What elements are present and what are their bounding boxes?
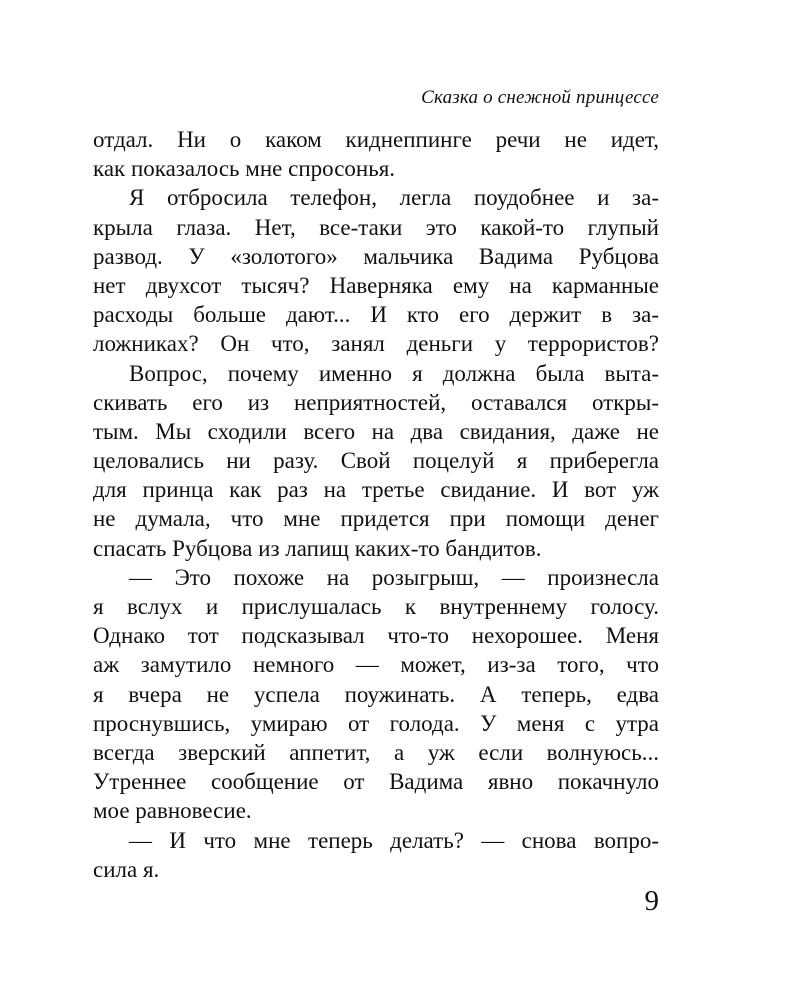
text-line: мое равновесие.: [93, 798, 252, 824]
text-line: не думала, что мне придется при помощи денег: [93, 506, 659, 532]
running-header: Сказка о снежной принцессе: [421, 87, 659, 108]
text-line: — И что мне теперь делать? — снова вопро-: [129, 827, 659, 853]
text-line: я вслух и прислушалась к внутреннему голосу.: [93, 594, 659, 619]
text-line: нет двухсот тысяч? Наверняка ему на карманные: [93, 272, 659, 298]
text-line: всегда зверский аппетит, а уж если волнуюсь...: [93, 739, 659, 765]
text-line: Утреннее сообщение от Вадима явно покачнуло: [93, 769, 659, 795]
text-line: спасать Рубцова из лапищ каких-то бандитов.: [93, 535, 542, 561]
text-line: отдал. Ни о каком киднеппинге речи не идет,: [93, 127, 659, 152]
text-line: проснувшись, умираю от голода. У меня с утра: [93, 710, 659, 736]
text-line: тым. Мы сходили всего на два свидания, даже не: [93, 418, 659, 444]
body-text: [93, 125, 659, 884]
text-line: развод. У «золотого» мальчика Вадима Рубцова: [93, 243, 659, 269]
text-line: целовались ни разу. Свой поцелуй я приберегла: [93, 448, 659, 474]
text-line: аж замутило немного — может, из-за того, что: [93, 652, 659, 678]
text-line: я вчера не успела поужинать. А теперь, едва: [93, 681, 659, 707]
text-line: — Это похоже на розыгрыш, — произнесла: [129, 564, 659, 590]
text-line: для принца как раз на третье свидание. И вот уж: [93, 477, 659, 503]
text-line: скивать его из неприятностей, оставался откры-: [93, 389, 659, 415]
text-line: Я отбросила телефон, легла поудобнее и за-: [129, 185, 659, 211]
text-line: крыла глаза. Нет, все-таки это какой-то глупый: [93, 214, 659, 240]
text-line: ложниках? Он что, занял деньги у террористов?: [93, 331, 659, 357]
text-line: Однако тот подсказывал что-то нехорошее. Меня: [93, 623, 659, 649]
text-line: сила я.: [93, 856, 160, 882]
text-line: расходы больше дают... И кто его держит в за-: [93, 302, 659, 328]
page-number: 9: [644, 885, 659, 917]
text-line: Вопрос, почему именно я должна была выта-: [129, 360, 659, 386]
text-line: как показалось мне спросонья.: [93, 156, 396, 182]
